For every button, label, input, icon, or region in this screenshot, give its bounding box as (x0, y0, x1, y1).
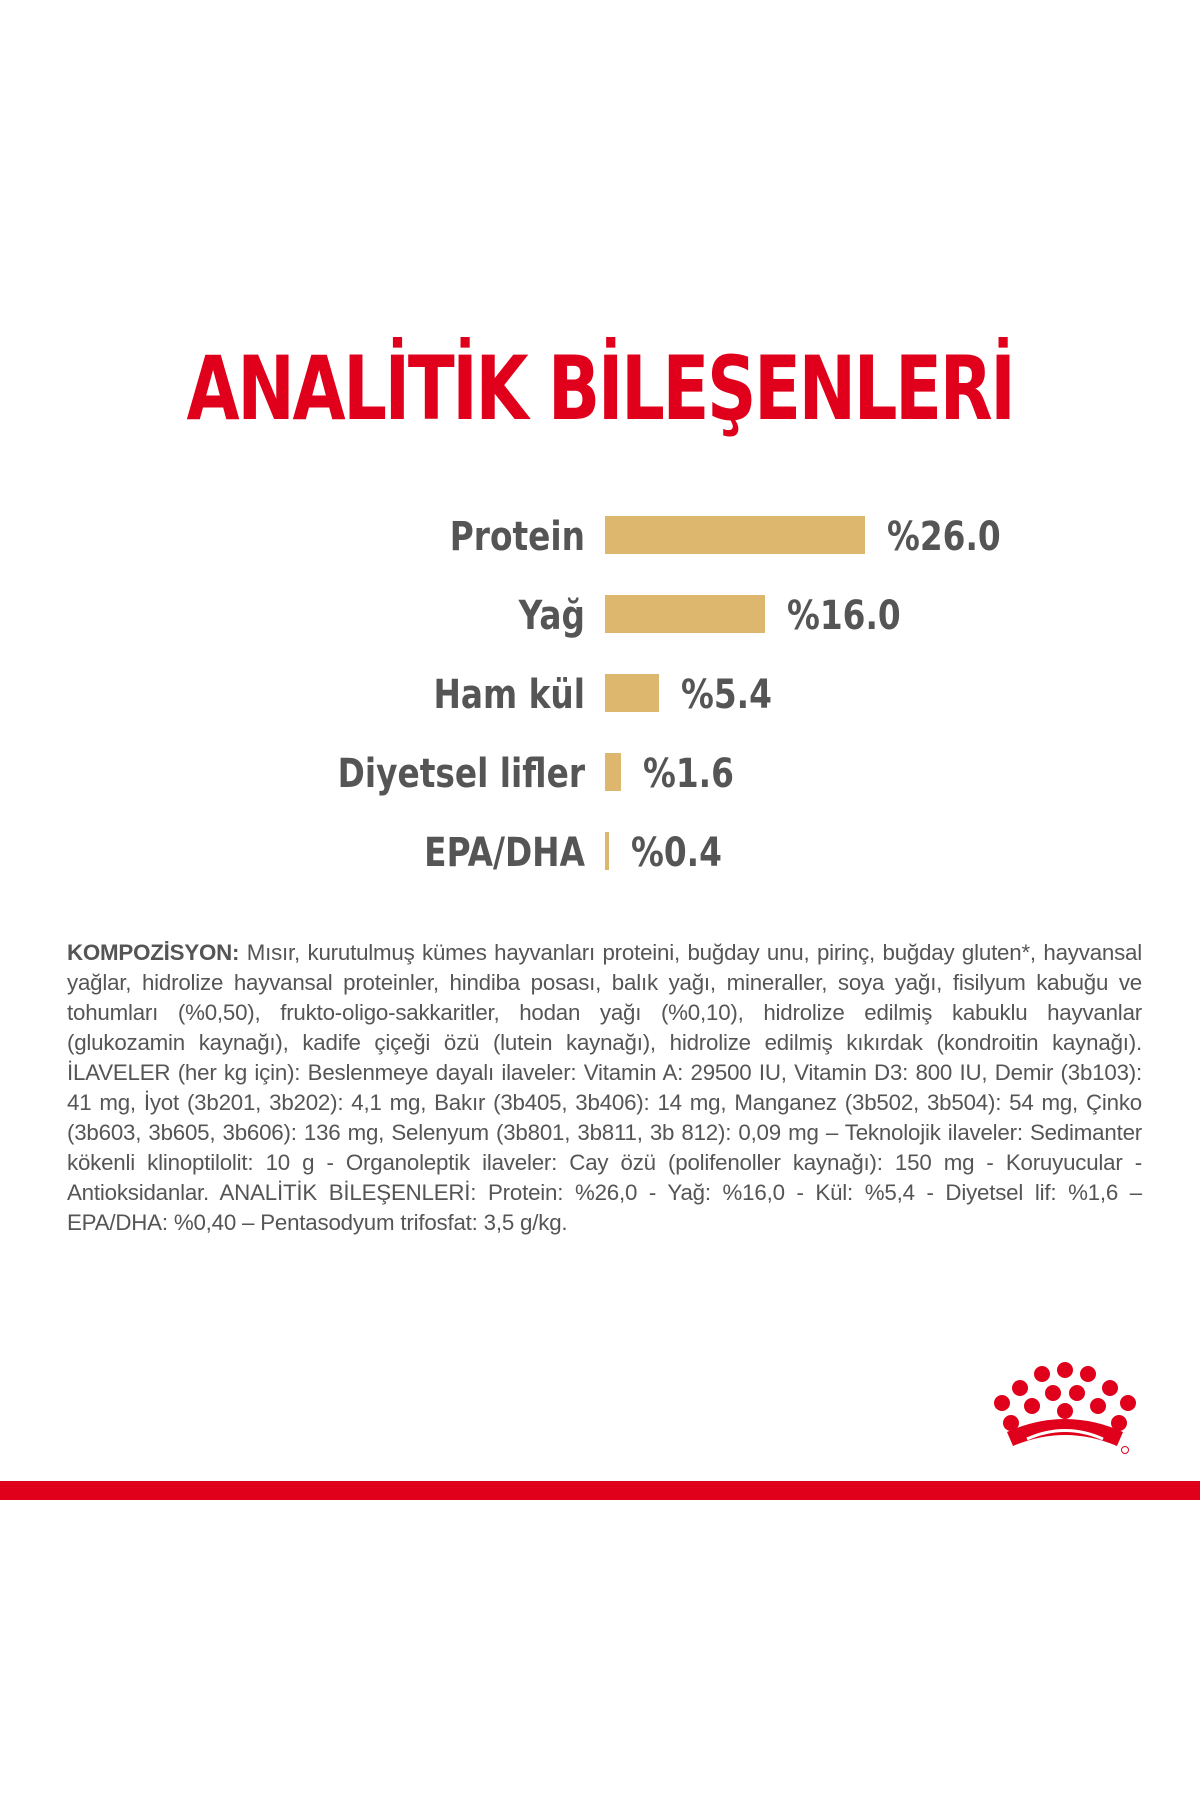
value-label-ya: %16.0 (787, 591, 901, 639)
crown-logo-icon (985, 1360, 1145, 1460)
category-label-epa-dha: EPA/DHA (424, 828, 586, 876)
bar-diyetsel-lifler (605, 753, 621, 791)
composition-heading: KOMPOZİSYON: (67, 940, 240, 965)
value-label-diyetsel-lifler: %1.6 (643, 749, 734, 797)
bar-protein (605, 516, 865, 554)
value-label-epa-dha: %0.4 (631, 828, 722, 876)
bar-ham-k-l (605, 674, 659, 712)
composition-body: Mısır, kurutulmuş kümes hayvanları proteini, buğday unu, pirinç, buğday gluten*, hayvansal yağlar, hidrolize hayvansal proteinler, hindiba posası, balık yağı, mineraller, soya yağı, fisilyum kabuğu ve tohumları (%0,50), frukto-oligo-sakkaritler, hodan yağı (%0,10), hidrolize edilmiş kabuklu hayvanlar (glukozamin kaynağı), kadife çiçeği özü (lutein kaynağı), hidrolize edilmiş kıkırdak (kondroitin kaynağı). İLAVELER (her kg için): Beslenmeye dayalı ilaveler: Vitamin A: 29500 IU, Vitamin D3: 800 IU, Demir (3b103): 41 mg, İyot (3b201, 3b202): 4,1 mg, Bakır (3b405, 3b406): 14 mg, Manganez (3b502, 3b504): 54 mg, Çinko (3b603, 3b605, 3b606): 136 mg, Selenyum (3b801, 3b811, 3b 812): 0,09 mg – Teknolojik ilaveler: Sedimanter kökenli klinoptilolit: 10 g - Organoleptik ilaveler: Cay özü (polifenoller kaynağı): 150 mg - Koruyucular - Antioksidanlar. ANALİTİK BİLEŞENLERİ: Protein: %26,0 - Yağ: %16,0 - Kül: %5,4 - Diyetsel lif: %1,6 – EPA/DHA: %0,40 – Pentasodyum trifosfat: 3,5 g/kg. (67, 940, 1142, 1235)
bar-epa-dha (605, 832, 609, 870)
bar-chart (0, 500, 1200, 900)
category-label-ham-k-l: Ham kül (433, 670, 586, 718)
composition-text (67, 938, 1142, 1238)
value-label-protein: %26.0 (887, 512, 1001, 560)
value-label-ham-k-l: %5.4 (681, 670, 772, 718)
category-label-ya: Yağ (518, 591, 586, 639)
category-label-protein: Protein (449, 512, 586, 560)
chart-title: ANALİTİK BİLEŞENLERİ (186, 337, 1014, 440)
category-label-diyetsel-lifler: Diyetsel lifler (337, 749, 586, 797)
brand-red-band (0, 1481, 1200, 1500)
bar-ya (605, 595, 765, 633)
